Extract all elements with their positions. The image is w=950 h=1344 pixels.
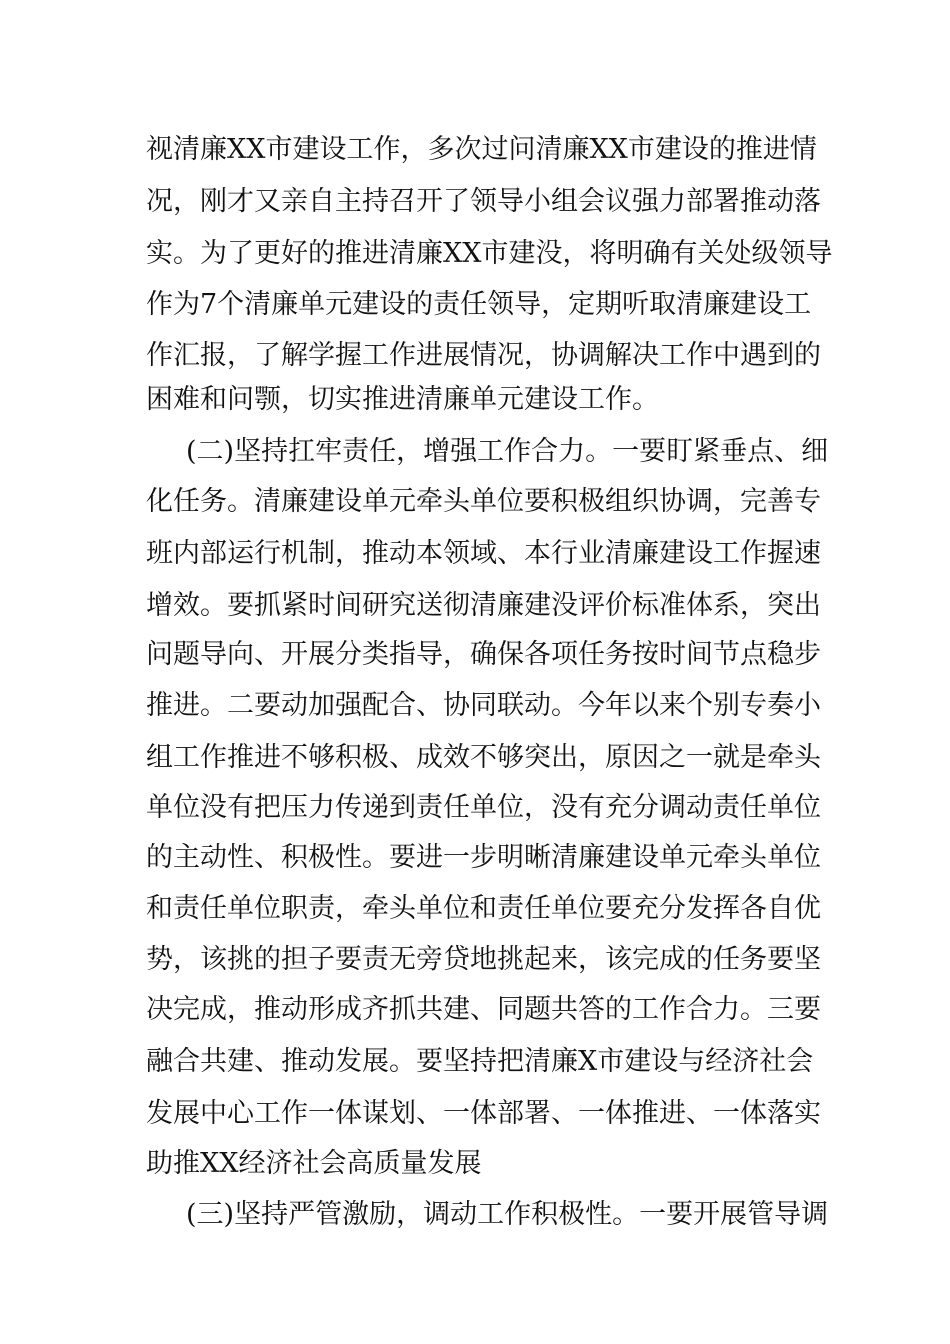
paragraph-line: 组工作推进不够积极、成效不够突出，原因之一就是牵头 <box>146 742 821 773</box>
paragraph-line: 融合共建、推动发展。要坚持把清廉X市建设与经济社会 <box>146 1046 814 1077</box>
paragraph-line: 单位没有把压力传递到责任单位，没有充分调动责任单位 <box>146 792 821 823</box>
paragraph-line: 势，该挑的担子要责无旁贷地挑起来，该完成的任务要坚 <box>146 944 821 975</box>
paragraph-line: 困难和问颚，切实推进清廉单元建设工作。 <box>146 384 659 415</box>
paragraph-line: 作为7个清廉单元建设的责任领导，定期听取清廉建设工 <box>146 289 812 320</box>
paragraph-line: 和责任单位职责，牵头单位和责任单位要充分发挥各自优 <box>146 893 821 924</box>
paragraph-line: 的主动性、积极性。要进一步明晰清廉建设单元牵头单位 <box>146 842 821 873</box>
paragraph-line: 增效。要抓紧时间研究送彻清廉建没评价标准体系，突出 <box>146 590 821 621</box>
paragraph-line: 况，刚才又亲自主持召开了领导小组会议强力部署推动落 <box>146 186 821 217</box>
paragraph-line: 发展中心工作一体谋划、一体部署、一体推进、一体落实 <box>146 1098 821 1129</box>
paragraph-line: 班内部运行机制，推动本领域、本行业清廉建设工作握速 <box>146 538 821 569</box>
paragraph-line: 助推XX经济社会高质量发展 <box>146 1148 482 1179</box>
paragraph-line: 化任务。清廉建设单元牵头单位要积极组织协调，完善专 <box>146 486 821 517</box>
paragraph-line: 视清廉XX市建设工作，多次过问清廉XX市建设的推进情 <box>146 134 817 165</box>
paragraph-line: 问题导向、开展分类指导，确保各项任务按时间节点稳步 <box>146 639 821 670</box>
paragraph-heading-line: (三)坚持严管激励，调动工作积极性。一要开展管导调 <box>186 1199 829 1230</box>
paragraph-line: 决完成，推动形成齐抓共建、同题共答的工作合力。三要 <box>146 994 821 1025</box>
paragraph-line: 推进。二要动加强配合、协同联动。今年以来个别专奏小 <box>146 690 821 721</box>
paragraph-line: 作汇报，了解学握工作进展情况，协调解决工作中遇到的 <box>146 340 821 371</box>
paragraph-line: 实。为了更好的推进清廉XX市建没，将明确有关处级领导 <box>146 238 833 269</box>
paragraph-heading-line: (二)坚持扛牢责任，增强工作合力。一要盯紧垂点、细 <box>186 436 829 467</box>
